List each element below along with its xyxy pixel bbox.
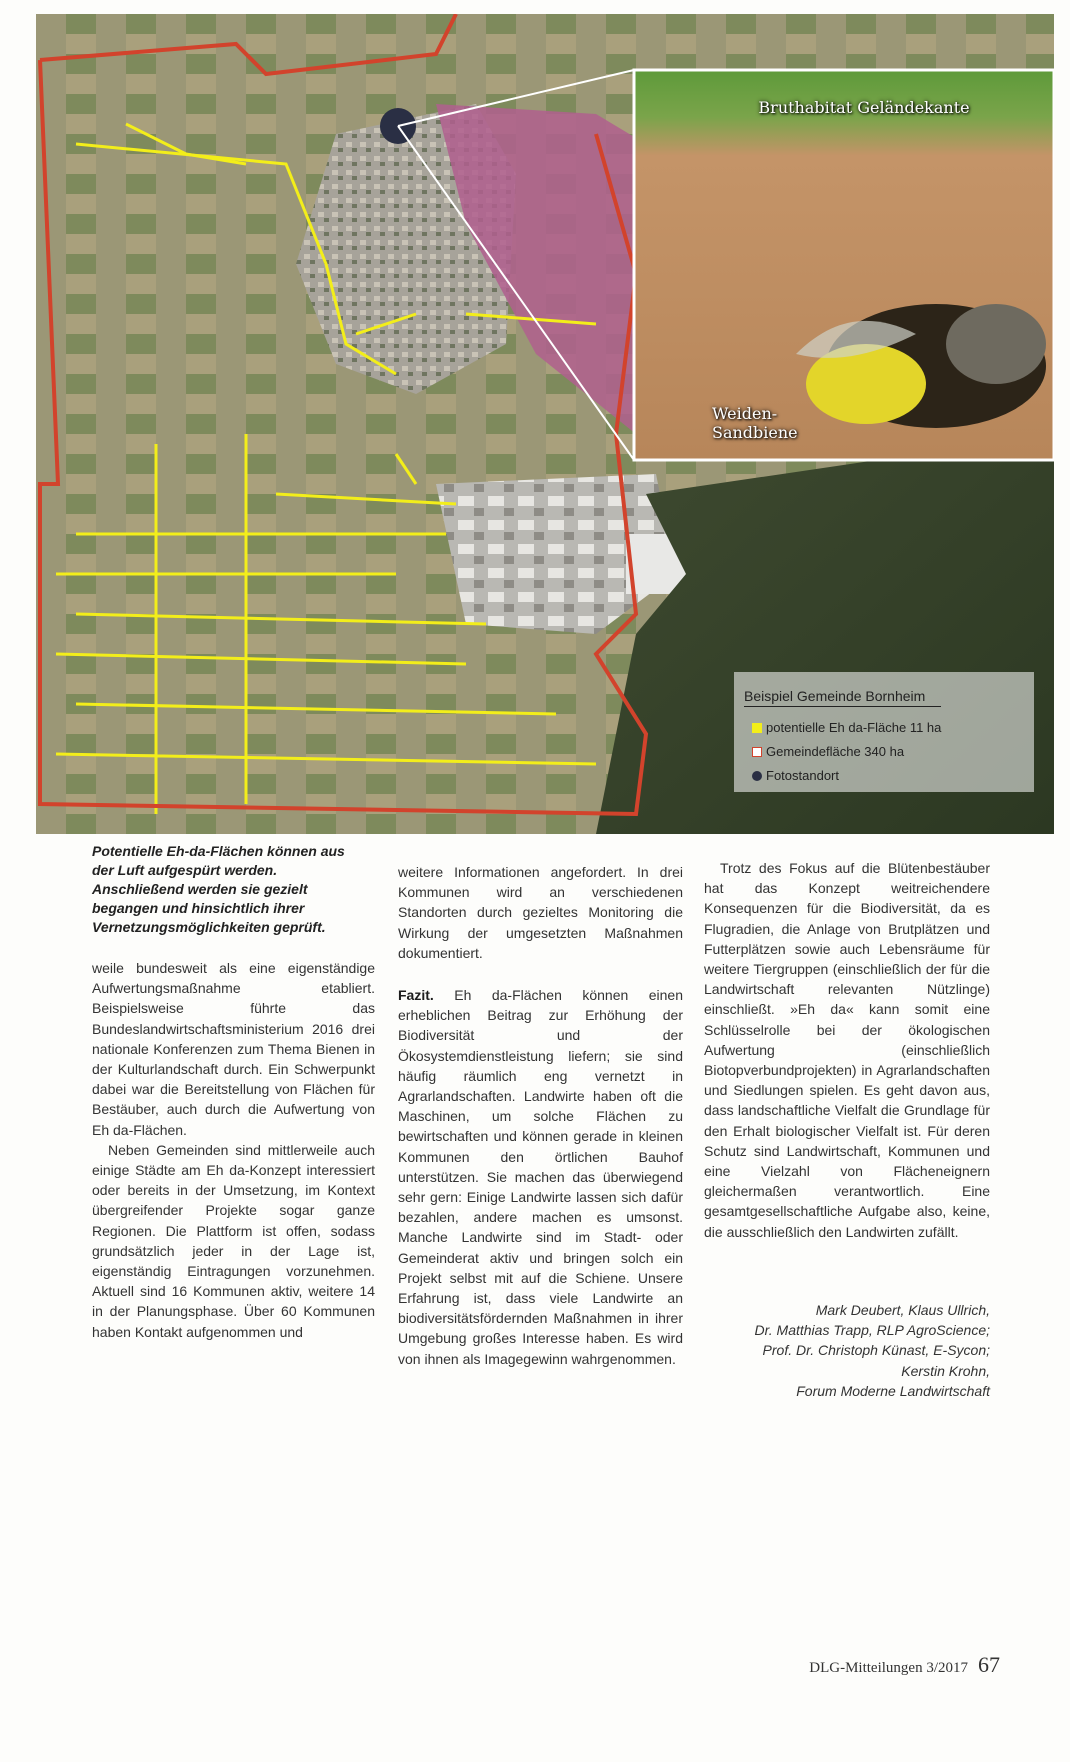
legend-label: potentielle Eh da-Fläche 11 ha — [766, 720, 942, 735]
yellow-swatch-icon — [752, 723, 762, 733]
author-line: Mark Deubert, Klaus Ullrich, — [815, 1302, 990, 1318]
text-column-2 — [398, 862, 683, 1369]
author-line: Forum Moderne Landwirtschaft — [796, 1382, 990, 1399]
inset-bee-label: Weiden-Sandbiene — [712, 404, 798, 442]
legend-label: Fotostandort — [766, 768, 839, 783]
author-line: Kerstin Krohn, — [901, 1362, 990, 1379]
inset-title: Bruthabitat Geländekante — [758, 98, 970, 117]
author-line: Dr. Matthias Trapp, RLP AgroScience; — [754, 1322, 990, 1339]
paragraph: Neben Gemeinden sind mittlerweile auch einige Städte am Eh da-Konzept interessiert oder bereits in der Umsetzung, im Kontext übergreifender Projekte sogar ganze Regionen. Die Plattform ist offen, sodass grundsätzlich jeder in der Lage ist, eigenständig Eintragungen vorzunehmen. Aktuell sind 16 Kommunen aktiv, weitere 14 in der Planungsphase. Über 60 Kommunen haben Kontakt aufgenommen und — [92, 1141, 375, 1340]
dot-marker-icon — [752, 771, 762, 781]
page-footer — [780, 1652, 1000, 1678]
paragraph: Trotz des Fokus auf die Blütenbestäuber hat das Konzept weitreichendere Konsequenzen für die Biodiversität, da es Flugradien, die Anlage von Brutplätzen und Futterplätzen sowie auch Lebensräume für weitere Tiergruppen (einschließlich der für die Landwirtschaft relevanten Nützlinge) einschließt. »Eh da« kann somit eine Schlüsselrolle bei der ökologischen Aufwertung (einschließlich Biotopverbundprojekten) in Agrarlandschaften und Siedlungen spielen. Es geht davon aus, dass landschaftliche Vielfalt die Grundlage für den Erhalt biologischer Vielfalt ist. Für deren Schutz sind Landwirtschaft, Kommunen und eine Vielzahl von Flächeneignern gleichermaßen verantwortlich. Eine gesamtgesellschaftliche Aufgabe also, keine, die ausschließlich den Landwirten zufällt. — [704, 860, 990, 1240]
aerial-map-figure — [36, 14, 1054, 834]
text-column-1 — [92, 958, 375, 1342]
legend-label: Gemeindefläche 340 ha — [766, 744, 905, 759]
legend-item-photo-location — [752, 768, 839, 783]
paragraph: weitere Informationen angefordert. In drei Kommunen wird an verschiedenen Standorten durch gezieltes Monitoring die Wirkung der umgesetzten Maßnahmen dokumentiert. — [398, 864, 683, 961]
legend-title: Beispiel Gemeinde Bornheim — [744, 688, 941, 707]
author-block — [704, 1300, 990, 1401]
legend-item-potential-area — [752, 720, 941, 735]
fazit-label: Fazit. — [398, 987, 434, 1004]
legend-item-municipality-area — [752, 744, 904, 759]
text-column-3 — [704, 858, 990, 1242]
author-line: Prof. Dr. Christoph Künast, E-Sycon; — [762, 1342, 990, 1359]
page-number: 67 — [978, 1652, 1000, 1677]
map-legend — [734, 672, 1034, 792]
figure-caption: Potentielle Eh-da-Flächen können aus der Luft aufgespürt werden. Anschließend werden sie gezielt begangen und hinsichtlich ihrer Vernetzungsmöglichkeiten geprüft. — [92, 843, 345, 935]
fazit-text: Eh da-Flächen können einen erheblichen Beitrag zur Erhöhung der Biodiversität und der Ökosystemdienstleistung liefern; sie sind häufig räumlich eng vernetzt in Agrarlandschaften. Landwirte haben oft die Maschinen, um solche Flächen zu bewirtschaften und können gerade in kleinen Kommunen den örtlichen Bauhof unterstützen. Sie machen das überwiegend sehr gern: Einige Landwirte lassen sich dafür bezahlen, andere machen es umsonst. Manche Landwirte sind im Stadt- oder Gemeinderat aktiv und bringen solch ein Projekt selbst mit auf die Schiene. Unsere Erfahrung ist, dass viele Landwirte an biodiversitätsfördernden Maßnahmen in ihrer Umgebung großes Interesse haben. Es wird von ihnen als Imagegewinn wahrgenommen. — [398, 987, 683, 1367]
red-outline-swatch-icon — [752, 747, 762, 757]
paragraph-fazit — [398, 985, 683, 1369]
paragraph: weile bundesweit als eine eigenständige Aufwertungsmaßnahme etabliert. Beispielsweise führte das Bundeslandwirtschaftsministerium 2016 drei nationale Konferenzen zum Thema Bienen in der Kulturlandschaft durch. Ein Schwerpunkt dabei war die Bereitstellung von Flächen für Bestäuber, auch durch die Aufwertung von Eh da-Flächen. — [92, 960, 375, 1138]
publication-name: DLG-Mitteilungen 3/2017 — [809, 1660, 968, 1676]
